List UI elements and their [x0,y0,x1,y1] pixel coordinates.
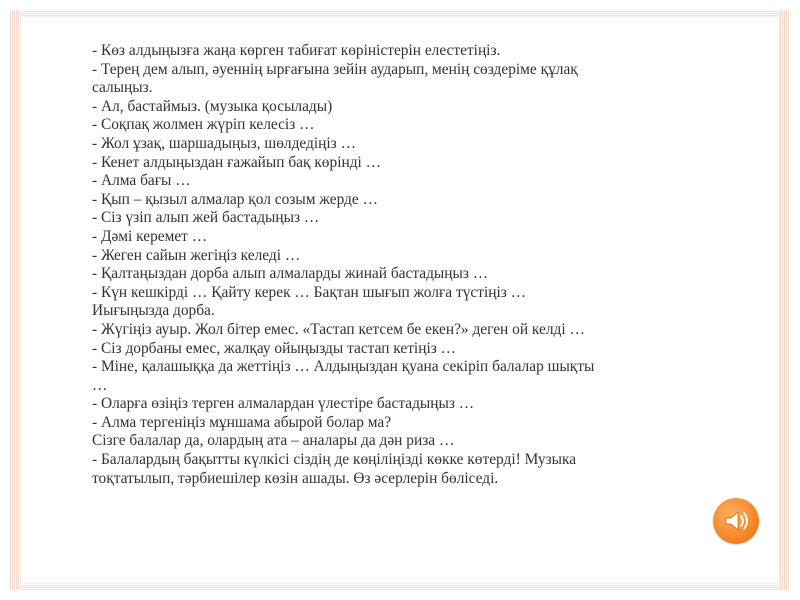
text-line: … [92,376,108,394]
text-line: - Қып – қызыл алмалар қол созым жерде … [92,190,378,208]
decorative-border-right [780,10,790,590]
text-line: Сізге балалар да, олардың ата – аналары да дән риза … [92,432,455,450]
text-line: - Сіз дорбаны емес, жалқау ойыңызды тастап кетіңіз … [92,339,457,357]
text-line: - Балалардың бақытты күлкісі сіздің де көңіліңізді көкке көтерді! Музыка [92,451,577,469]
text-line: - Терең дем алып, әуеннің ырғағына зейін аударып, менің сөздеріме құлақ [92,60,578,78]
text-line: - Міне, қалашыққа да жеттіңіз … Алдыңыздан қуана секіріп балалар шықты [92,358,595,376]
text-line: - Соқпақ жолмен жүріп келесіз … [92,116,315,134]
text-line: - Ал, бастаймыз. (музыка қосылады) [92,97,333,115]
text-line: - Жол ұзақ, шаршадыңыз, шөлдедіңіз … [92,134,356,152]
text-line: Иығыңызда дорба. [92,302,215,320]
text-line: - Көз алдыңызға жаңа көрген табиғат көріністерін елестетіңіз. [92,42,501,59]
text-line: - Алма тергеніңіз мұншама абырой болар ма? [92,413,392,431]
decorative-border-bottom [20,584,780,590]
decorative-border-left [10,10,20,590]
slide-canvas [20,16,780,584]
text-line: тоқтатылып, тәрбиешілер көзін ашады. Өз әсерлерін бөліседі. [92,469,499,487]
audio-play-button[interactable] [713,498,759,544]
text-line: - Жеген сайын жегіңіз келеді … [92,246,301,264]
text-line: - Қалтаңыздан дорба алып алмаларды жинай бастадыңыз … [92,265,489,283]
text-line: - Оларға өзіңіз терген алмалардан үлестіре бастадыңыз … [92,395,475,413]
text-line: салыңыз. [92,79,153,97]
text-line: - Күн кешкірді … Қайту керек … Бақтан шығып жолға түстіңіз … [92,283,527,301]
text-line: - Жүгіңіз ауыр. Жол бітер емес. «Тастап кетсем бе екен?» деген ой келді … [92,320,585,338]
text-line: - Сіз үзіп алып жей бастадыңыз … [92,209,320,227]
slide-text-block [92,42,752,488]
speaker-icon [713,498,759,544]
text-line: - Алма бағы … [92,172,191,190]
text-line: - Кенет алдыңыздан ғажайып бақ көрінді … [92,153,382,171]
text-line: - Дәмі керемет … [92,227,208,245]
